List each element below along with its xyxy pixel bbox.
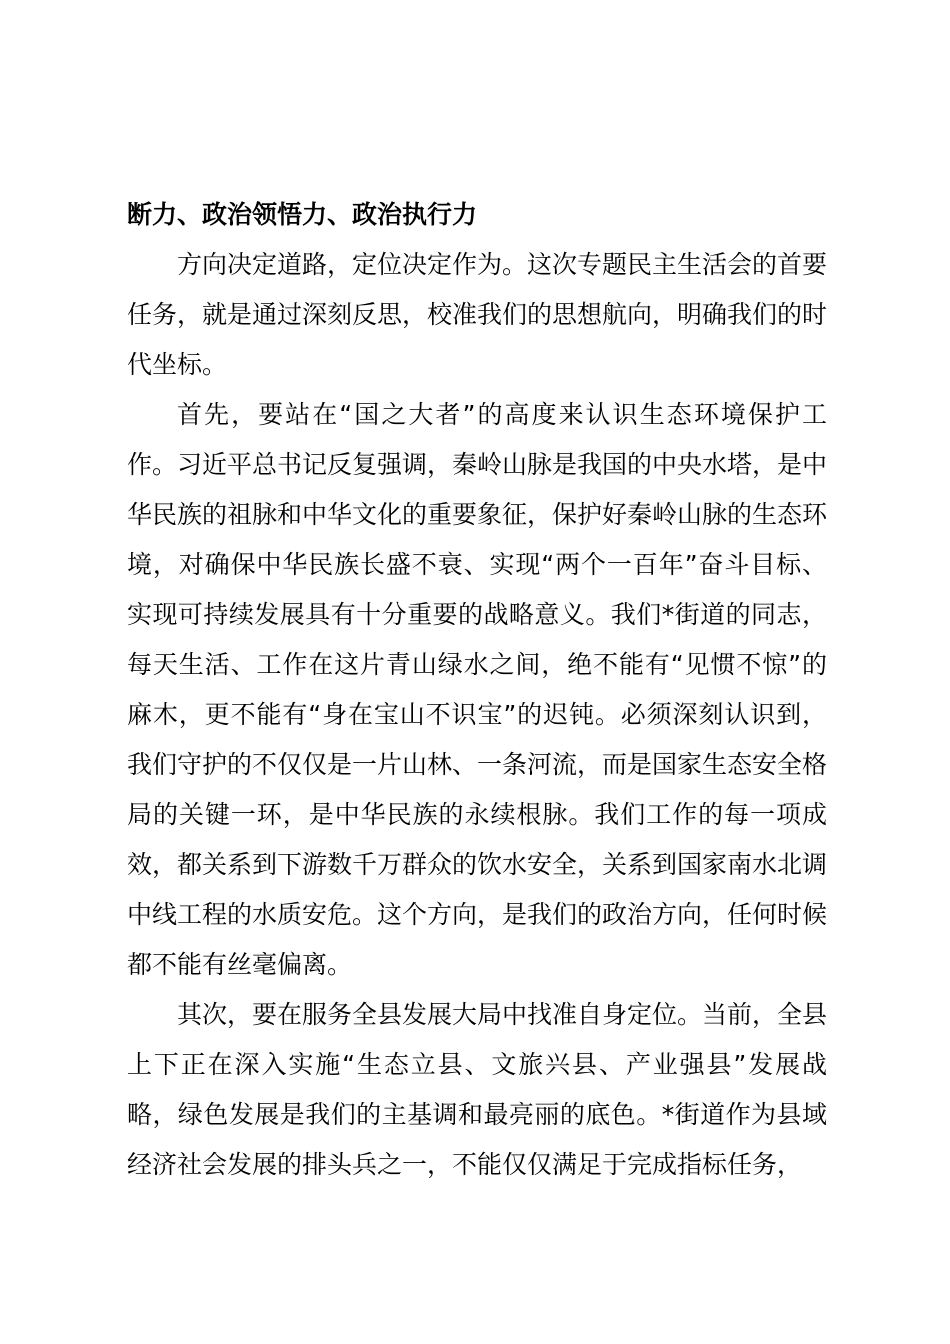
section-heading: 断力、政治领悟力、政治执行力	[127, 200, 478, 229]
document-body	[127, 190, 827, 1190]
paragraph-direction: 方向决定道路，定位决定作为。这次专题民主生活会的首要任务，就是通过深刻反思，校准我们的思想航向，明确我们的时代坐标。	[127, 250, 828, 379]
paragraph-second: 其次，要在服务全县发展大局中找准自身定位。当前，全县上下正在深入实施“生态立县、文旅兴县、产业强县”发展战略，绿色发展是我们的主基调和最亮丽的底色。*街道作为县域经济社会发展的排头兵之一，不能仅仅满足于完成指标任务，	[127, 1000, 828, 1179]
paragraph-first: 首先，要站在“国之大者”的高度来认识生态环境保护工作。习近平总书记反复强调，秦岭山脉是我国的中央水塔，是中华民族的祖脉和中华文化的重要象征，保护好秦岭山脉的生态环境，对确保中华民族长盛不衰、实现“两个一百年”奋斗目标、实现可持续发展具有十分重要的战略意义。我们*街道的同志，每天生活、工作在这片青山绿水之间，绝不能有“见惯不惊”的麻木，更不能有“身在宝山不识宝”的迟钝。必须深刻认识到，我们守护的不仅仅是一片山林、一条河流，而是国家生态安全格局的关键一环，是中华民族的永续根脉。我们工作的每一项成效，都关系到下游数千万群众的饮水安全，关系到国家南水北调中线工程的水质安危。这个方向，是我们的政治方向，任何时候都不能有丝毫偏离。	[127, 400, 828, 979]
